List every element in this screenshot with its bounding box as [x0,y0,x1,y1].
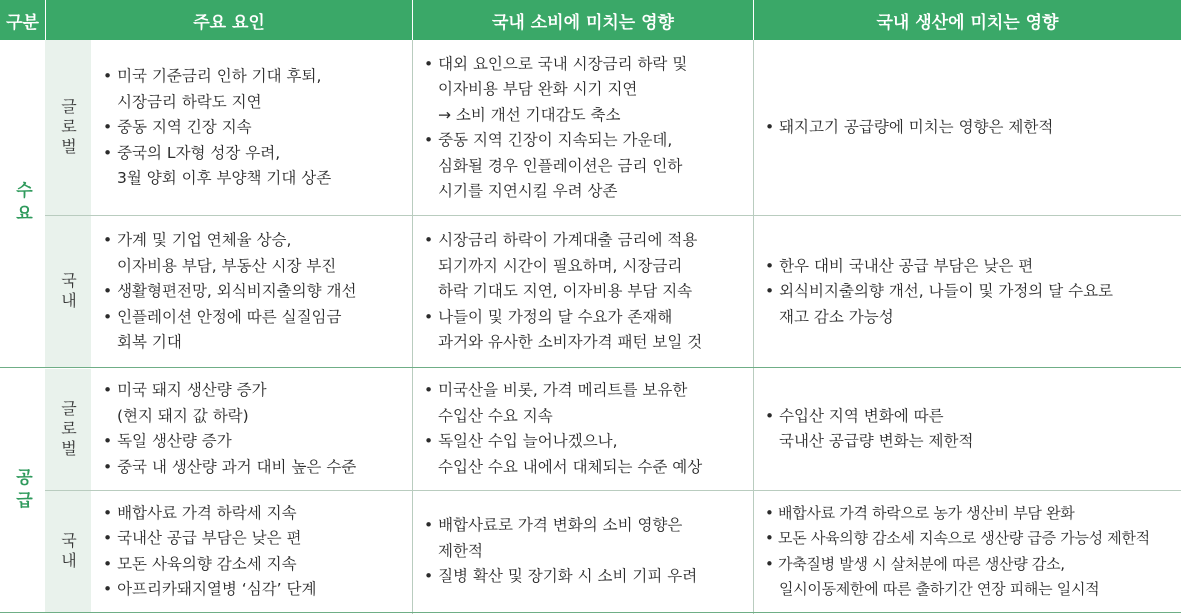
list-item: • 독일산 수입 늘어나겠으나, 수입산 수요 내에서 대체되는 수준 예상 [424,429,702,480]
cell-supply-domestic-consumption [412,490,753,613]
header-factors: 주요 요인 [45,0,412,40]
subcategory-supply-global: 글로벌 [45,369,91,490]
cell-supply-global-consumption [412,368,753,490]
list-item: • 미국산을 비롯, 가격 메리트를 보유한 수입산 수요 지속 [424,378,702,429]
list-item: • 인플레이션 안정에 따른 실질임금 회복 기대 [103,305,356,356]
list-item: • 수입산 지역 변화에 따른 국내산 공급량 변화는 제한적 [765,404,973,455]
row-divider [45,490,1181,491]
column-divider [412,40,413,614]
cell-demand-global-factors [91,40,412,216]
category-demand: 수요 [12,181,32,227]
cell-demand-global-consumption [412,40,753,216]
list-item: • 생활형편전망, 외식비지출의향 개선 [103,279,356,305]
list-item: • 독일 생산량 증가 [103,429,356,455]
list-item: • 배합사료 가격 하락으로 농가 생산비 부담 완화 [765,501,1150,527]
cell-demand-domestic-production [753,216,1181,368]
list-item: • 대외 요인으로 국내 시장금리 하락 및 이자비용 부담 완화 시기 지연 → 소비 개선 기대감도 축소 [424,52,687,129]
list-item: • 미국 기준금리 인하 기대 후퇴, 시장금리 하락도 지연 [103,64,331,115]
cell-demand-domestic-consumption [412,216,753,368]
list-item: • 가축질병 발생 시 살처분에 따른 생산량 감소, 일시이동제한에 따른 출하기간 연장 피해는 일시적 [765,552,1150,603]
header-category: 구분 [0,0,45,40]
list-item: • 모돈 사육의향 감소세 지속으로 생산량 급증 가능성 제한적 [765,526,1150,552]
category-supply: 공급 [12,468,32,514]
column-divider [753,40,754,614]
subcategory-supply-domestic: 국내 [45,491,91,613]
list-item: • 배합사료로 가격 변화의 소비 영향은 제한적 [424,513,697,564]
cell-supply-domestic-production [753,490,1181,613]
list-item: • 중국의 L자형 성장 우려, 3월 양회 이후 부양책 기대 상존 [103,141,331,192]
row-divider [45,215,1181,216]
list-item: • 국내산 공급 부담은 낮은 편 [103,526,316,552]
table-bottom-border [0,612,1181,613]
cell-demand-domestic-factors [91,216,412,368]
header-consumption: 국내 소비에 미치는 영향 [412,0,753,40]
header-production: 국내 생산에 미치는 영향 [753,0,1181,40]
list-item: • 나들이 및 가정의 달 수요가 존재해 과거와 유사한 소비자가격 패턴 보일 것 [424,305,702,356]
list-item: • 외식비지출의향 개선, 나들이 및 가정의 달 수요로 재고 감소 가능성 [765,279,1113,330]
cell-supply-global-production [753,368,1181,490]
cell-supply-global-factors [91,368,412,490]
cell-supply-domestic-factors [91,490,412,613]
list-item: • 아프리카돼지열병 ‘심각’ 단계 [103,577,316,603]
list-item: • 중동 지역 긴장이 지속되는 가운데, 심화될 경우 인플레이션은 금리 인하 시기를 지연시킬 우려 상존 [424,128,687,205]
subcategory-demand-domestic: 국내 [45,216,91,368]
list-item: • 배합사료 가격 하락세 지속 [103,501,316,527]
list-item: • 한우 대비 국내산 공급 부담은 낮은 편 [765,254,1113,280]
section-divider [0,367,1181,368]
list-item: • 질병 확산 및 장기화 시 소비 기피 우려 [424,564,697,590]
list-item: • 가계 및 기업 연체율 상승, 이자비용 부담, 부동산 시장 부진 [103,228,356,279]
cell-demand-global-production [753,40,1181,216]
list-item: • 중동 지역 긴장 지속 [103,115,331,141]
list-item: • 시장금리 하락이 가계대출 금리에 적용 되기까지 시간이 필요하며, 시장금리 하락 기대도 지연, 이자비용 부담 지속 [424,228,702,305]
list-item: • 돼지고기 공급량에 미치는 영향은 제한적 [765,115,1053,141]
list-item: • 중국 내 생산량 과거 대비 높은 수준 [103,455,356,481]
list-item: • 미국 돼지 생산량 증가 (현지 돼지 값 하락) [103,378,356,429]
list-item: • 모돈 사육의향 감소세 지속 [103,552,316,578]
subcategory-demand-global: 글로벌 [45,40,91,215]
